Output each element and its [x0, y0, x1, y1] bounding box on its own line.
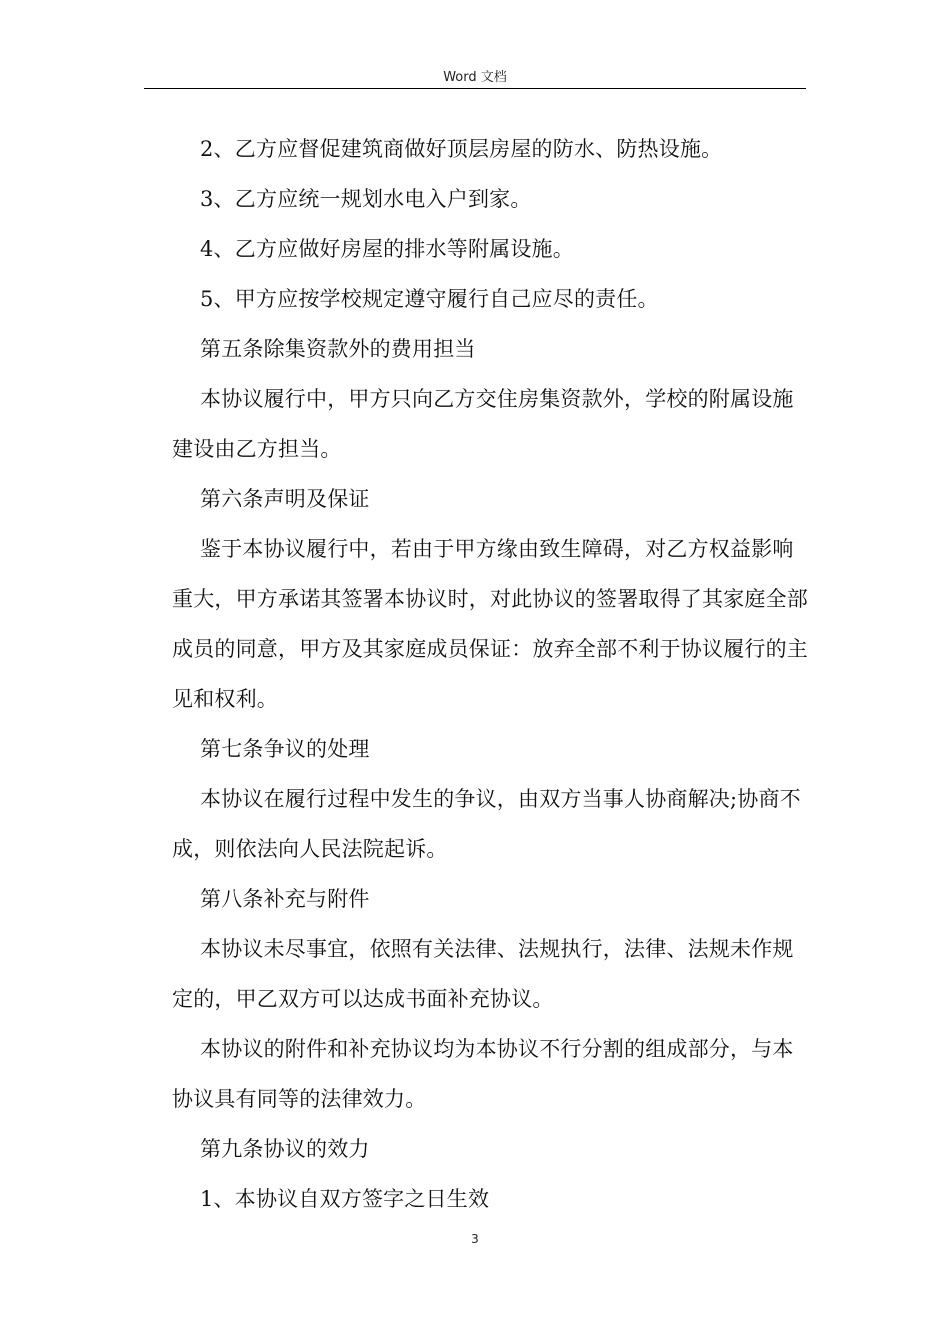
section-heading: 第七条争议的处理 [200, 737, 370, 761]
paragraph: 本协议的附件和补充协议均为本协议不行分割的组成部分，与本协议具有同等的法律效力。 [172, 1037, 794, 1111]
paragraph: 2、乙方应督促建筑商做好顶层房屋的防水、防热设施。 [200, 137, 723, 161]
paragraph: 本协议在履行过程中发生的争议，由双方当事人协商解决;协商不成，则依法向人民法院起诉。 [172, 787, 801, 861]
section-heading: 第八条补充与附件 [200, 887, 370, 911]
header-divider [144, 88, 806, 89]
paragraph: 本协议履行中，甲方只向乙方交住房集资款外，学校的附属设施建设由乙方担当。 [172, 387, 794, 461]
paragraph: 4、乙方应做好房屋的排水等附属设施。 [200, 237, 574, 261]
paragraph: 5、甲方应按学校规定遵守履行自己应尽的责任。 [200, 287, 659, 311]
paragraph: 1、本协议自双方签字之日生效 [200, 1187, 490, 1211]
page-header-title: Word 文档 [443, 70, 507, 85]
page-number: 3 [471, 1232, 479, 1246]
paragraph: 鉴于本协议履行中，若由于甲方缘由致生障碍，对乙方权益影响重大，甲方承诺其签署本协议时，对此协议的签署取得了其家庭全部成员的同意，甲方及其家庭成员保证：放弃全部不利于协议履行的主见和权利。 [172, 537, 808, 711]
document-body [172, 124, 812, 1224]
paragraph: 3、乙方应统一规划水电入户到家。 [200, 187, 532, 211]
section-heading: 第九条协议的效力 [200, 1137, 370, 1161]
paragraph: 本协议未尽事宜，依照有关法律、法规执行，法律、法规未作规定的，甲乙双方可以达成书面补充协议。 [172, 937, 794, 1011]
section-heading: 第六条声明及保证 [200, 487, 370, 511]
section-heading: 第五条除集资款外的费用担当 [200, 337, 476, 361]
